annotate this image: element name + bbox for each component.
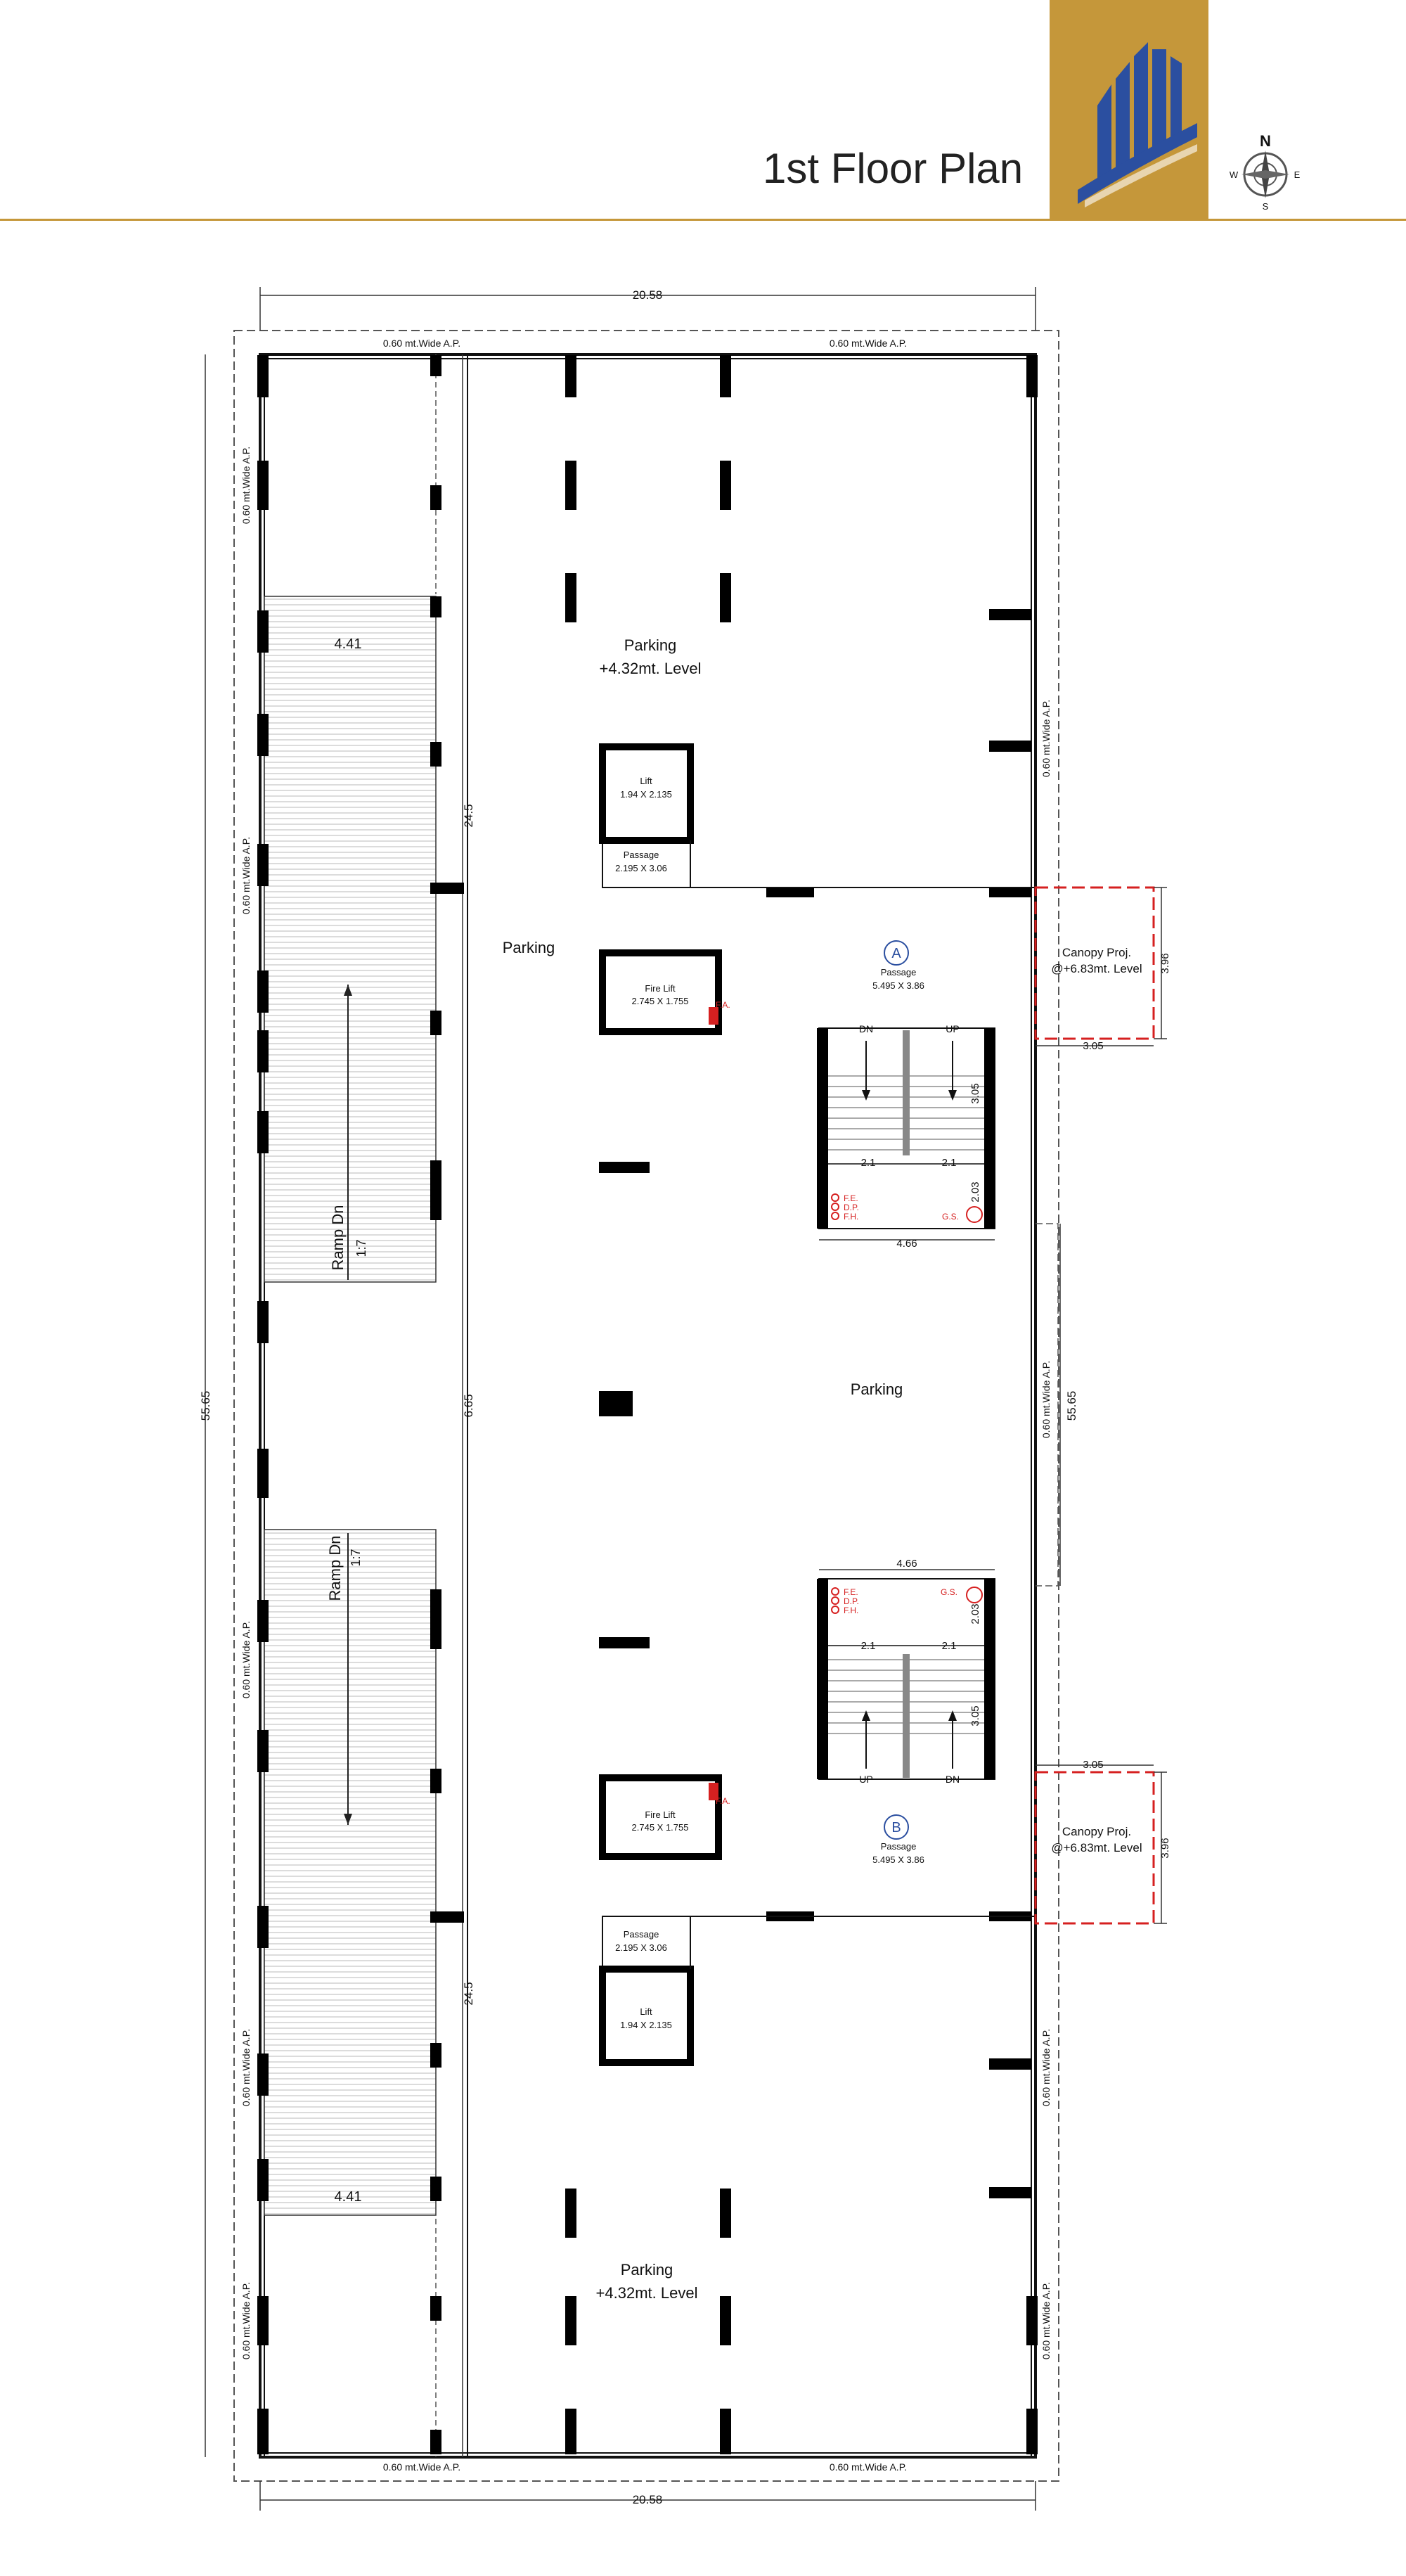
canopy-label: Canopy Proj. xyxy=(1062,946,1132,959)
stair-landing: 2.03 xyxy=(969,1181,981,1203)
ramp-width: 4.41 xyxy=(334,636,362,652)
dimension-middle xyxy=(462,354,475,2457)
stair-up: UP xyxy=(946,1023,960,1034)
compass-icon xyxy=(1230,132,1301,212)
stair-run: 3.05 xyxy=(969,1705,981,1726)
dimension-bottom xyxy=(260,2481,1036,2511)
stair-dn: DN xyxy=(945,1774,960,1785)
fa-label: F.A. xyxy=(716,1796,730,1806)
canopy-level: @+6.83mt. Level xyxy=(1051,1841,1142,1854)
fh-label: F.H. xyxy=(844,1606,859,1615)
stair-up: UP xyxy=(859,1774,873,1785)
stair-dim: 2.1 xyxy=(860,1157,876,1169)
ramp-bottom xyxy=(264,1530,436,2215)
ap-label: 0.60 mt.Wide A.P. xyxy=(829,338,908,349)
ap-label: 0.60 mt.Wide A.P. xyxy=(1040,1360,1052,1439)
page-title: 1st Floor Plan xyxy=(763,145,1024,192)
lift-label: Lift xyxy=(640,2006,652,2017)
parking-label: Parking xyxy=(624,636,677,654)
fe-label: F.E. xyxy=(844,1193,858,1203)
dim-bottom-width: 20.58 xyxy=(632,2493,663,2506)
parking-level: +4.32mt. Level xyxy=(595,2284,698,2302)
passage-label: Passage xyxy=(623,850,659,860)
canopy-depth: 3.96 xyxy=(1159,1838,1171,1859)
parking-level: +4.32mt. Level xyxy=(599,660,702,677)
ap-label: 0.60 mt.Wide A.P. xyxy=(240,2028,252,2107)
compass-south: S xyxy=(1262,201,1269,212)
gs-label: G.S. xyxy=(941,1587,958,1597)
passage-size: 2.195 X 3.06 xyxy=(615,1942,667,1953)
canopy-label: Canopy Proj. xyxy=(1062,1825,1132,1838)
lift-size: 1.94 X 2.135 xyxy=(620,2020,672,2030)
compass-north: N xyxy=(1260,132,1271,150)
ap-label: 0.60 mt.Wide A.P. xyxy=(240,446,252,525)
parking-label: Parking xyxy=(502,939,555,956)
dp-label: D.P. xyxy=(844,1203,859,1212)
fire-lift-size: 2.745 X 1.755 xyxy=(631,1822,689,1833)
stair-width: 4.66 xyxy=(896,1238,917,1250)
passage-marker: A xyxy=(891,946,901,961)
dp-label: D.P. xyxy=(844,1596,859,1606)
ap-label: 0.60 mt.Wide A.P. xyxy=(829,2461,908,2473)
lift-size: 1.94 X 2.135 xyxy=(620,789,672,800)
passage-a-label: Passage xyxy=(880,967,917,978)
gs-label: G.S. xyxy=(942,1212,960,1222)
ramp-slope: 1:7 xyxy=(354,1239,368,1257)
fire-lift-size: 2.745 X 1.755 xyxy=(631,996,689,1006)
ramp-slope: 1:7 xyxy=(349,1549,363,1567)
fire-lift-label: Fire Lift xyxy=(645,1809,676,1820)
dimension-right xyxy=(1060,1224,1078,1586)
dim-right-length: 55.65 xyxy=(1065,1390,1078,1421)
canopy-depth: 3.96 xyxy=(1159,953,1171,974)
ap-label: 0.60 mt.Wide A.P. xyxy=(240,2281,252,2360)
passage-marker: B xyxy=(891,1820,901,1835)
ramp-label: Ramp Dn xyxy=(326,1535,344,1601)
dim-mid-upper: 24.5 xyxy=(462,804,475,828)
stair-dim: 2.1 xyxy=(860,1640,876,1652)
fa-label: F.A. xyxy=(716,1000,730,1010)
parking-label: Parking xyxy=(620,2261,673,2279)
passage-a-size: 5.495 X 3.86 xyxy=(872,980,924,991)
fire-lift-label: Fire Lift xyxy=(645,983,676,994)
stair-dim: 2.1 xyxy=(941,1157,957,1169)
passage-label: Passage xyxy=(623,1929,659,1940)
ramp-top xyxy=(264,596,436,1282)
ap-label: 0.60 mt.Wide A.P. xyxy=(1040,2028,1052,2107)
passage-size: 2.195 X 3.06 xyxy=(615,863,667,873)
ramp-width: 4.41 xyxy=(334,2189,362,2205)
dim-top-width: 20.58 xyxy=(632,288,663,302)
ap-label: 0.60 mt.Wide A.P. xyxy=(240,1620,252,1699)
fh-label: F.H. xyxy=(844,1212,859,1222)
compass-east: E xyxy=(1294,169,1301,180)
dim-mid-lower: 24.5 xyxy=(462,1982,475,2006)
canopy-level: @+6.83mt. Level xyxy=(1051,962,1142,975)
dimension-top xyxy=(260,287,1036,331)
stair-dn: DN xyxy=(858,1023,874,1034)
dimension-left xyxy=(199,354,212,2457)
dim-left-length: 55.65 xyxy=(199,1390,212,1421)
lift-label: Lift xyxy=(640,776,652,786)
core-a xyxy=(602,747,1036,1250)
ap-label: 0.60 mt.Wide A.P. xyxy=(1040,699,1052,778)
stair-landing: 2.03 xyxy=(969,1603,981,1625)
ramp-label: Ramp Dn xyxy=(329,1205,347,1271)
stair-width: 4.66 xyxy=(896,1558,917,1570)
canopy-bottom xyxy=(1036,1759,1171,1923)
ap-label: 0.60 mt.Wide A.P. xyxy=(240,836,252,915)
core-b xyxy=(602,1558,1036,2063)
compass-west: W xyxy=(1229,169,1239,180)
passage-b-size: 5.495 X 3.86 xyxy=(872,1854,924,1865)
ap-label: 0.60 mt.Wide A.P. xyxy=(382,2461,461,2473)
canopy-width: 3.05 xyxy=(1083,1759,1104,1771)
passage-b-label: Passage xyxy=(880,1841,917,1852)
ap-label: 0.60 mt.Wide A.P. xyxy=(1040,2281,1052,2360)
canopy-width: 3.05 xyxy=(1083,1040,1104,1052)
ap-label: 0.60 mt.Wide A.P. xyxy=(382,338,461,349)
fe-label: F.E. xyxy=(844,1587,858,1597)
stair-dim: 2.1 xyxy=(941,1640,957,1652)
stair-run: 3.05 xyxy=(969,1083,981,1104)
dim-mid-center: 6.65 xyxy=(462,1394,475,1418)
canopy-top xyxy=(1036,887,1171,1052)
parking-label: Parking xyxy=(850,1380,903,1398)
